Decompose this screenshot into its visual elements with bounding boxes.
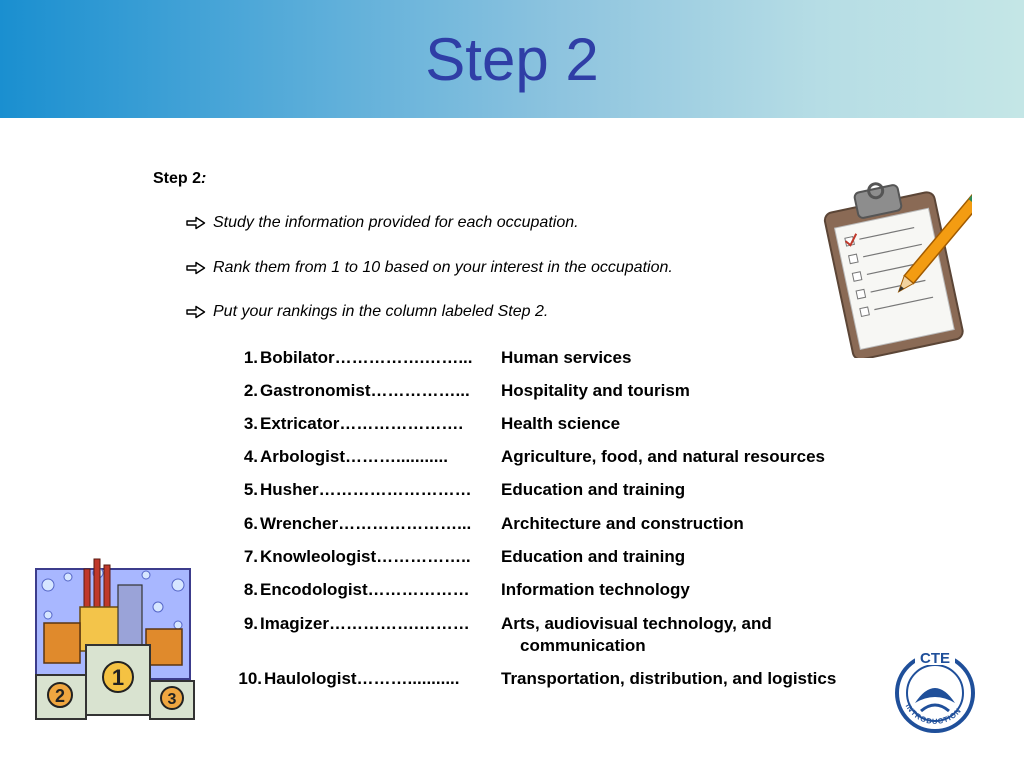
career-cluster: Agriculture, food, and natural resources — [501, 447, 826, 466]
occupation-number: 2. — [243, 381, 258, 400]
occupation-number: 10. — [238, 669, 262, 688]
occupation-number: 3. — [243, 414, 258, 433]
instruction-bullet-2 — [186, 259, 673, 277]
career-cluster: Education and training — [501, 547, 686, 566]
occupation-row — [0, 381, 258, 403]
occupation-number: 5. — [243, 480, 258, 499]
step-heading-text: Step 2 — [153, 170, 202, 187]
occupation-row — [0, 348, 258, 370]
step-heading — [153, 170, 206, 188]
occupation-row — [0, 414, 258, 436]
career-cluster: Architecture and construction — [501, 514, 744, 533]
occupation-number: 6. — [243, 514, 258, 533]
arrow-bullet-icon — [186, 216, 206, 230]
occupation-number: 9. — [243, 614, 258, 633]
career-cluster: Health science — [501, 414, 621, 433]
occupation-name: Imagizer…………….……… — [260, 614, 470, 633]
career-cluster: Human services — [501, 348, 632, 367]
instruction-bullet-1 — [186, 214, 579, 232]
step-heading-colon: : — [201, 170, 207, 187]
occupation-row — [0, 447, 258, 469]
arrow-bullet-icon — [186, 261, 206, 275]
occupation-name: Bobilator…………….……... — [260, 348, 473, 367]
career-cluster: Information technology — [501, 580, 690, 599]
occupation-name: Extricator…………………. — [260, 414, 464, 433]
slide-title: Step 2 — [425, 26, 599, 93]
arrow-bullet-icon — [186, 305, 206, 319]
instruction-text: Put your rankings in the column labeled Step 2. — [213, 303, 549, 320]
instruction-text: Study the information provided for each occupation. — [213, 214, 579, 231]
occupation-number: 8. — [243, 580, 258, 599]
career-cluster: Hospitality and tourism — [501, 381, 690, 400]
occupation-name: Haulologist………........... — [264, 669, 460, 688]
occupation-name: Gastronomist……………... — [260, 381, 470, 400]
occupation-number: 4. — [243, 447, 258, 466]
instruction-bullet-3 — [186, 303, 548, 321]
occupation-name: Knowleologist…………….. — [260, 547, 471, 566]
career-cluster: Arts, audiovisual technology, and — [501, 614, 772, 633]
podium-first-place: 1 — [111, 665, 125, 690]
occupation-row — [0, 514, 258, 536]
occupation-name: Husher……………………… — [260, 480, 472, 499]
occupation-name: Arbologist………........... — [260, 447, 448, 466]
logo-ring-text: INTRODUCTION — [903, 702, 964, 726]
occupation-number: 7. — [243, 547, 258, 566]
occupation-name: Wrencher…………………... — [260, 514, 472, 533]
instruction-text: Rank them from 1 to 10 based on your interest in the occupation. — [213, 259, 673, 276]
occupation-row — [0, 480, 258, 502]
logo-cte-text: CTE — [920, 650, 950, 667]
clipboard-pencil-illustration — [822, 172, 972, 358]
career-cluster-continued: communication — [520, 636, 646, 655]
career-cluster: Transportation, distribution, and logistics — [501, 669, 837, 688]
career-cluster: Education and training — [501, 480, 686, 499]
occupation-number: 1. — [243, 348, 258, 367]
podium-factory-illustration — [28, 555, 200, 723]
occupation-name: Encodologist……………… — [260, 580, 470, 599]
cte-introduction-logo — [893, 647, 977, 737]
podium-third-place: 3 — [167, 691, 177, 708]
podium-second-place: 2 — [54, 686, 66, 706]
